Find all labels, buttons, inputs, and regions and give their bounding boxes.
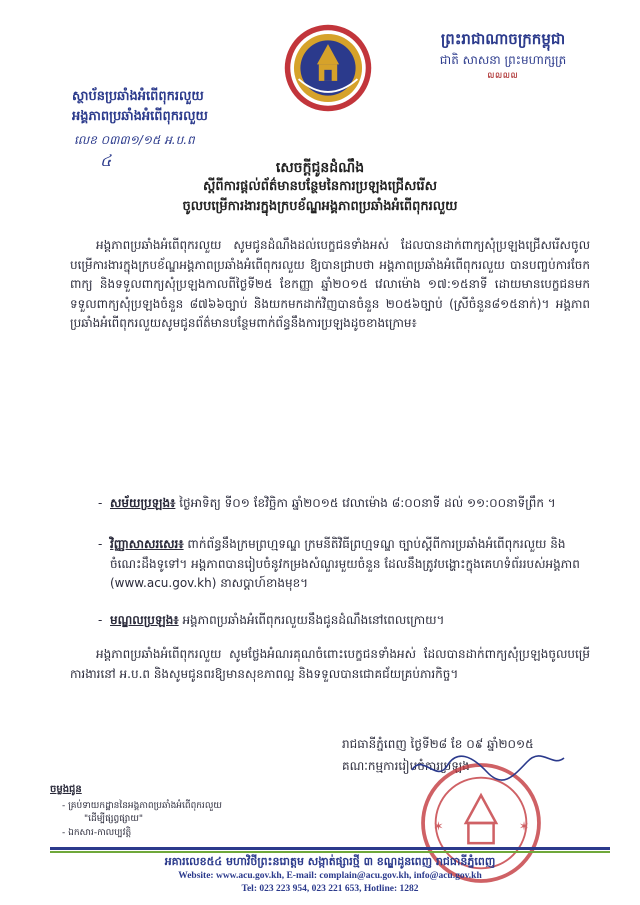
- list-item-written-exam: [98, 535, 590, 594]
- list-item-text: ថ្ងៃអាទិត្យ ទី០១ ខែវិច្ឆិកា ឆ្នាំ២០១៥ វេលាម៉ោង ៨:០០នាទី ដល់ ១១:០០នាទីព្រឹក ។: [175, 496, 556, 510]
- cc-label: ចម្លងជូន: [50, 784, 82, 795]
- institution-line-2: អង្គភាពប្រឆាំងអំពើពុករលួយ: [72, 109, 208, 124]
- document-title: សេចក្តីជូនដំណឹង: [275, 160, 365, 176]
- svg-text:✶: ✶: [433, 818, 444, 834]
- document-subtitle-1: ស្តីពីការផ្តល់ព័ត៌មានបន្ថែមនៃការប្រឡងជ្រើសរើស: [202, 179, 438, 194]
- list-item-exam-center: [98, 611, 590, 631]
- reference-number: លេខ ០៣៣១/១៥ អ.ប.ព: [74, 133, 195, 147]
- handwritten-signature: [352, 748, 582, 788]
- kingdom-heading: ព្រះរាជាណាចក្រកម្ពុជា: [440, 30, 566, 48]
- nation-motto: ជាតិ សាសនា ព្រះមហាក្សត្រ: [439, 53, 567, 67]
- acu-logo: [282, 22, 374, 114]
- cc-item: - ឯកសារ-កាលប្បវត្តិ: [62, 828, 132, 838]
- institution-line-1: ស្ថាប័នប្រឆាំងអំពើពុករលួយ: [72, 89, 204, 104]
- list-item-label: មណ្ឌលប្រឡង៖: [110, 613, 179, 627]
- footer-rule-blue: [50, 847, 610, 850]
- svg-text:✶: ✶: [518, 818, 530, 834]
- bullet-dash: -: [98, 613, 103, 627]
- footer-address: អគារលេខ៥៤ មហាវិថីព្រះនរោត្តម សង្កាត់ផ្សារថ្មី ៣ ខណ្ឌដូនពេញ រាជធានីភ្នំពេញ: [164, 855, 496, 868]
- flourish-ornament: ໙໙໙໙: [487, 70, 519, 81]
- footer-contact-phone: Tel: 023 223 954, 023 221 653, Hotline: 1282: [241, 884, 419, 894]
- list-item-text: ពាក់ព័ន្ធនឹងក្រមព្រហ្មទណ្ឌ ក្រមនីតិវិធីព្រហ្មទណ្ឌ ច្បាប់ស្តីពីការប្រឆាំងអំពើពុករលួយ និងចំណេះដឹងទូទៅ។ អង្គភាពបានរៀបចំនូវកម្រងសំណួរមួយចំនួន ដែលនឹងត្រូវបង្ហោះក្នុងគេហទំព័ររបស់អង្គភាព (www.acu.gov.kh) នាសប្តាហ៍ខាងមុខ។: [110, 537, 580, 590]
- bullet-dash: -: [98, 537, 103, 551]
- cc-item-note: "ដើម្បីផ្សព្វផ្សាយ": [84, 814, 144, 824]
- footer-contact-web-email: Website: www.acu.gov.kh, E-mail: complain@acu.gov.kh, info@acu.gov.kh: [178, 871, 482, 881]
- date-line: រាជធានីភ្នំពេញ ថ្ងៃទី២៨ ខែ ០៩ ឆ្នាំ២០១៥: [342, 737, 534, 751]
- list-item-text: អង្គភាពប្រឆាំងអំពើពុករលួយនឹងជូនដំណឹងនៅពេលក្រោយ។: [178, 613, 445, 627]
- list-item-label: សម័យប្រឡង៖: [110, 496, 176, 510]
- footer-rule-green: [50, 851, 610, 853]
- document-subtitle-2: ចូលបម្រើការងារក្នុងក្របខ័ណ្ឌអង្គភាពប្រឆាំងអំពើពុករលួយ: [182, 199, 458, 214]
- reference-mark: ៤: [100, 151, 112, 170]
- cc-item: - គ្រប់ទាយកដ្ឋាននៃអង្គភាពប្រឆាំងអំពើពុករលួយ: [62, 801, 223, 811]
- body-paragraph-2: អង្គភាពប្រឆាំងអំពើពុករលួយ សូមថ្លែងអំណរគុណចំពោះបេក្ខជនទាំងអស់ ដែលបានដាក់ពាក្យសុំប្រឡងចូលបម្រើការងារនៅ អ.ប.ព និងសូមជូនពរឱ្យមានសុខភាពល្អ និងទទួលបានជោគជ័យគ្រប់ភារកិច្ច។: [70, 647, 590, 681]
- signer-title: គណៈកម្មការរៀបចំការប្រឡង: [342, 759, 470, 773]
- body-paragraph-1: អង្គភាពប្រឆាំងអំពើពុករលួយ សូមជូនដំណឹងដល់បេក្ខជនទាំងអស់ ដែលបានដាក់ពាក្យសុំប្រឡងជ្រើសរើសចូលបម្រើការងារក្នុងក្របខ័ណ្ឌអង្គភាពប្រឆាំងអំពើពុករលួយ ឱ្យបានជ្រាបថា អង្គភាពប្រឆាំងអំពើពុករលួយ បានបញ្ចប់ការចែកពាក្យ និងទទួលពាក្យសុំប្រឡងកាលពីថ្ងៃទី២៥ ខែកញ្ញា ឆ្នាំ២០១៥ វេលាម៉ោង ១៧:១៥នាទី ដោយមានបេក្ខជនមកទទួលពាក្យសុំប្រឡងចំនួន ៨៧៦៦ច្បាប់ និងយកមកដាក់វិញបានចំនួន ២០៥៦ច្បាប់ (ស្រីចំនួន៨១៥នាក់)។ អង្គភាពប្រឆាំងអំពើពុករលួយសូមជូនព័ត៌មានបន្ថែមពាក់ព័ន្ធនឹងការប្រឡងដូចខាងក្រោម៖: [70, 238, 590, 330]
- bullet-dash: -: [98, 496, 103, 510]
- list-item-exam-session: [98, 494, 590, 514]
- list-item-label: វិញ្ញាសាសរសេរ៖: [110, 537, 184, 551]
